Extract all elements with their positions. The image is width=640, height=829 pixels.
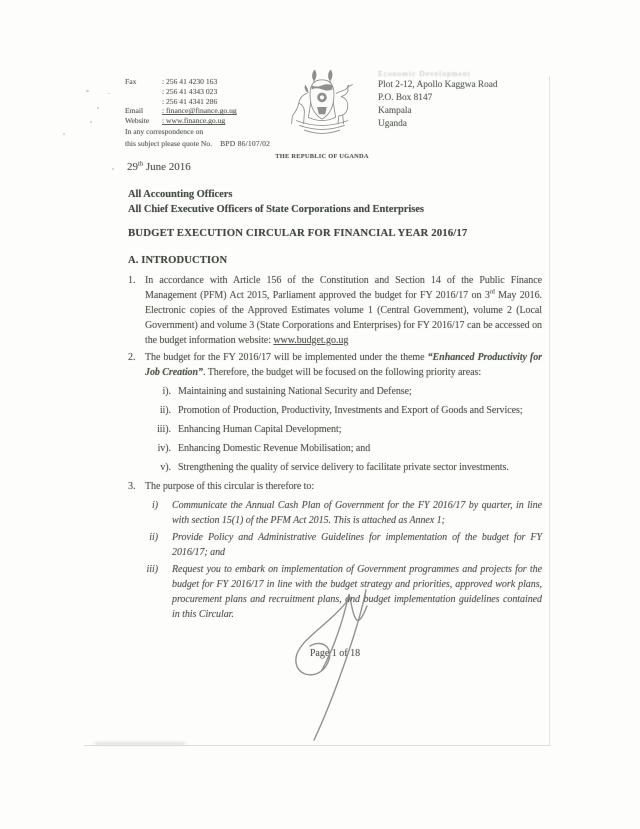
fax-number: : 256 41 4341 286 (162, 96, 218, 106)
budget-website-link: www.budget.go.ug (273, 335, 349, 346)
fax-line (125, 97, 237, 107)
scan-page-right-edge (549, 76, 550, 746)
paragraph-1: 1. In accordance with Article 156 of the Constitution and Section 14 of the Public Finance Management (PFM) Act 2015, Parliament approved the budget for FY 2016/17 on 3rd May 2016. Electronic copies of the Approved Estimates volume 1 (Central Government), volume 2 (Local Government) and volume 3 (State Corporations and Enterprises) for FY 2016/17 can be accessed on the budget information website: www.budget.go.ug (128, 275, 542, 346)
priority-areas-list (128, 384, 542, 475)
fax-number: : 256 41 4230 163 (162, 77, 218, 86)
list-marker: i). (162, 386, 171, 397)
addressee-line: All Chief Executive Officers of State Corporations and Enterprises (128, 203, 424, 215)
list-item: v). Strengthening the quality of service delivery to facilitate private sector investments. (128, 460, 542, 475)
circular-title: BUDGET EXECUTION CIRCULAR FOR FINANCIAL YEAR 2016/17 (128, 227, 468, 239)
list-item: i) Communicate the Annual Cash Plan of Government for the FY 2016/17 by quarter, in line with section 15(1) of the PFM Act 2015. This is attached as Annex 1; (128, 498, 542, 528)
letter-body (128, 188, 542, 624)
list-marker: ii). (159, 405, 171, 416)
address-faint-line: Economic Development (378, 69, 471, 78)
list-marker: ii) (149, 532, 158, 543)
website-address: : www.finance.go.ug (162, 116, 226, 126)
fax-label: Fax (125, 77, 137, 86)
uganda-coat-of-arms-logo (282, 69, 362, 153)
address-line: P.O. Box 8147 (378, 93, 433, 103)
website-line (125, 116, 237, 126)
budget-theme: “Enhanced Productivity for Job Creation” (145, 352, 542, 378)
correspondence-note-line2: this subject please quote No. (125, 138, 213, 148)
email-line (125, 106, 237, 116)
quote-reference: BPD 86/107/02 (220, 138, 271, 148)
website-label: Website (125, 116, 150, 126)
address-line: Uganda (378, 119, 407, 129)
date-ordinal: th (138, 160, 144, 168)
correspondence-note-line1: In any correspondence on (125, 127, 204, 136)
paragraph-2: 2. The budget for the FY 2016/17 will be implemented under the theme “Enhanced Productivity for Job Creation”. Therefore, the budget will be focused on the following priority areas: (128, 352, 542, 378)
fax-line (125, 77, 237, 87)
scan-page-bottom-edge (84, 745, 550, 746)
fax-line (125, 87, 237, 97)
ordinal-superscript: rd (489, 289, 495, 296)
paragraph-3: 3. The purpose of this circular is therefore to: (128, 481, 315, 492)
address-line: Plot 2-12, Apollo Kaggwa Road (378, 80, 498, 90)
paragraph-number: 3. (128, 481, 136, 492)
date-line: 29th June 2016 (127, 160, 191, 173)
list-marker: v). (160, 462, 171, 473)
list-item: ii). Promotion of Production, Productivity, Investments and Export of Goods and Services; (128, 403, 542, 418)
section-heading-introduction: A. INTRODUCTION (128, 255, 228, 266)
list-marker: i) (151, 500, 158, 511)
list-item: ii) Provide Policy and Administrative Guidelines for implementation of the budget for FY 2016/17; and (128, 530, 542, 560)
correspondence-note (125, 126, 270, 149)
list-item: i). Maintaining and sustaining National Security and Defense; (128, 384, 542, 399)
letterhead-contact-block (125, 77, 237, 126)
page-number: Page 1 of 18 (309, 648, 361, 659)
list-marker: iii). (157, 424, 171, 435)
list-marker: iii) (146, 564, 158, 575)
list-item: iv). Enhancing Domestic Revenue Mobilisation; and (128, 441, 542, 456)
list-item: iii) Request you to embark on implementation of Government programmes and projects for the budget for FY 2016/17 in line with the budget strategy and priorities, approved work plans, procurement plans and recruitment plans, and budget implementation guidelines contained in this Circular. (128, 562, 542, 622)
emblem-caption: THE REPUBLIC OF UGANDA (275, 153, 369, 160)
email-address: : finance@finance.go.ug (162, 106, 237, 116)
paragraph-number: 2. (128, 352, 136, 363)
list-marker: iv). (157, 443, 171, 454)
purpose-list (128, 498, 542, 622)
list-item: iii). Enhancing Human Capital Development; (128, 422, 542, 437)
letterhead-address-block (378, 69, 498, 131)
address-line: Kampala (378, 106, 412, 116)
addressee-line: All Accounting Officers (128, 189, 233, 200)
fax-number: : 256 41 4343 023 (162, 86, 218, 96)
paragraph-number: 1. (128, 275, 136, 286)
email-label: Email (125, 106, 144, 116)
